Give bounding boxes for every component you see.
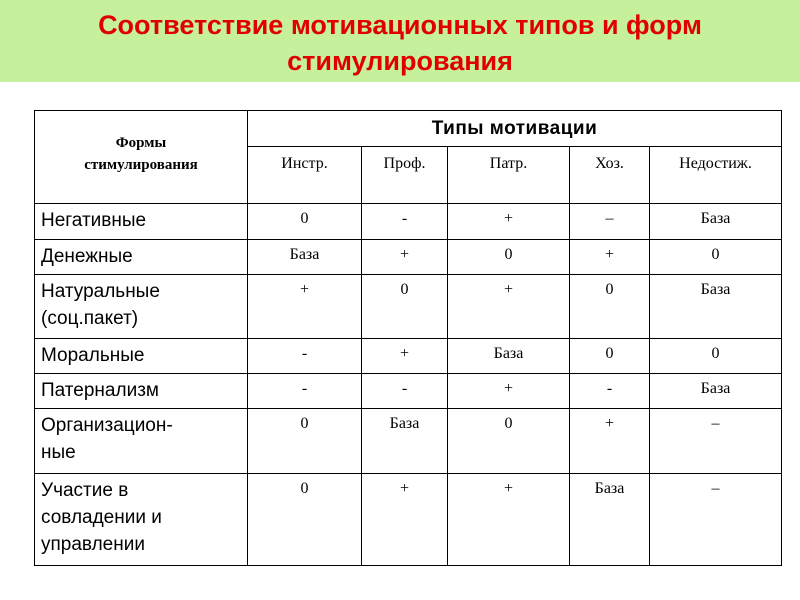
title-banner xyxy=(0,0,800,82)
table-cell: 0 xyxy=(448,409,570,473)
table-cell: 0 xyxy=(448,239,570,274)
table-cell: 0 xyxy=(570,338,650,373)
row-label xyxy=(35,239,248,274)
table-cell: 0 xyxy=(248,409,362,473)
row-label xyxy=(35,374,248,409)
table-cell: - xyxy=(570,374,650,409)
row-label xyxy=(35,204,248,239)
table-cell: - xyxy=(362,374,448,409)
table-row xyxy=(35,409,782,473)
table-cell: + xyxy=(448,274,570,338)
table-cell: 0 xyxy=(248,204,362,239)
table-cell: 0 xyxy=(650,338,782,373)
table-cell: – xyxy=(650,409,782,473)
row-label-line: совладении и xyxy=(41,506,162,528)
table-cell: + xyxy=(448,473,570,565)
table-cell: – xyxy=(570,204,650,239)
row-label xyxy=(35,473,248,565)
table-cell: 0 xyxy=(650,239,782,274)
row-label xyxy=(35,274,248,338)
row-label-line: Денежные xyxy=(41,245,133,267)
row-label-line: Моральные xyxy=(41,344,145,366)
types-header: Типы мотивации xyxy=(248,111,782,147)
table-row xyxy=(35,374,782,409)
table-cell: + xyxy=(448,204,570,239)
table-row xyxy=(35,239,782,274)
table-row xyxy=(35,473,782,565)
table-cell: – xyxy=(650,473,782,565)
row-label-line: ные xyxy=(41,442,76,464)
table-cell: + xyxy=(362,338,448,373)
row-label-line: Участие в xyxy=(41,479,129,501)
column-header: Хоз. xyxy=(570,147,650,204)
table-cell: + xyxy=(362,473,448,565)
column-header: Патр. xyxy=(448,147,570,204)
table-cell: База xyxy=(362,409,448,473)
column-header: Проф. xyxy=(362,147,448,204)
table-cell: База xyxy=(248,239,362,274)
row-label-line: Натуральные xyxy=(41,280,160,302)
table-cell: База xyxy=(650,374,782,409)
table-row xyxy=(35,274,782,338)
table-cell: + xyxy=(362,239,448,274)
slide-title-line-2: стимулирования xyxy=(287,46,513,76)
table-cell: - xyxy=(248,374,362,409)
slide-title-line-1: Соответствие мотивационных типов и форм xyxy=(98,10,702,40)
table-cell: База xyxy=(650,274,782,338)
row-label-line: управлении xyxy=(41,533,145,555)
table-cell: 0 xyxy=(248,473,362,565)
table-cell: База xyxy=(650,204,782,239)
table-cell: - xyxy=(362,204,448,239)
table-row xyxy=(35,204,782,239)
table-row xyxy=(35,338,782,373)
row-label xyxy=(35,409,248,473)
row-label-line: Негативные xyxy=(41,210,147,232)
motivation-table xyxy=(34,110,782,566)
table-cell: База xyxy=(448,338,570,373)
table-cell: + xyxy=(570,239,650,274)
table-cell: + xyxy=(248,274,362,338)
table-cell: + xyxy=(448,374,570,409)
column-header: Недостиж. xyxy=(650,147,782,204)
forms-header-line-2: стимулирования xyxy=(84,157,198,174)
forms-header-line-1: Формы xyxy=(115,135,167,152)
table-cell: База xyxy=(570,473,650,565)
row-label xyxy=(35,338,248,373)
row-label-line: Организацион- xyxy=(41,415,173,437)
table-cell: + xyxy=(570,409,650,473)
row-label-line: (соц.пакет) xyxy=(41,307,139,329)
table-cell: 0 xyxy=(362,274,448,338)
column-header: Инстр. xyxy=(248,147,362,204)
row-label-line: Патернализм xyxy=(41,380,159,402)
table-cell: - xyxy=(248,338,362,373)
table-cell: 0 xyxy=(570,274,650,338)
slide-title xyxy=(0,7,800,79)
forms-header xyxy=(35,111,248,204)
